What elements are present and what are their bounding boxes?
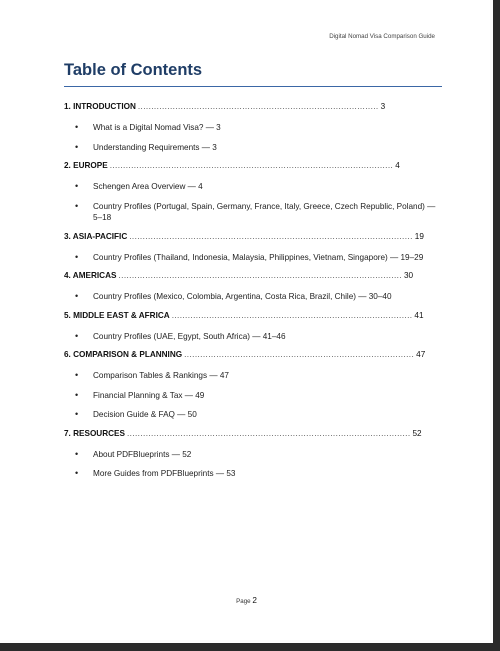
toc-page-number: 52 [412, 428, 422, 438]
toc-subsection-item[interactable] [64, 409, 444, 421]
running-header: Digital Nomad Visa Comparison Guide [329, 33, 435, 40]
bullet-icon: • [75, 389, 79, 400]
toc-subsection-label: Financial Planning & Tax — 49 [93, 390, 205, 400]
toc-entry[interactable] [64, 269, 444, 283]
toc-subsection-list [64, 291, 444, 303]
bullet-icon: • [75, 409, 79, 419]
toc-entry[interactable] [64, 230, 444, 244]
toc-subsection-label: Decision Guide & FAQ — 50 [93, 410, 197, 419]
title-divider [64, 86, 442, 87]
bullet-icon: • [75, 181, 79, 191]
toc-subsection-item[interactable] [64, 291, 444, 303]
toc-entry[interactable] [64, 348, 444, 362]
page-label: Page [236, 598, 251, 605]
page-footer [0, 596, 493, 605]
toc-subsection-label: About PDFBlueprints — 52 [93, 449, 192, 459]
toc-subsection-label: Schengen Area Overview — 4 [93, 182, 203, 191]
page-shadow-right [493, 0, 500, 651]
toc-leader-dots: .......................................................................................................... [118, 271, 402, 280]
toc-entry[interactable] [64, 100, 444, 114]
toc-section [64, 230, 444, 264]
toc-subsection-list [64, 252, 444, 264]
toc-section [64, 309, 444, 343]
page-title: Table of Contents [64, 61, 203, 79]
toc-subsection-item[interactable] [64, 390, 444, 402]
toc-entry[interactable] [64, 427, 444, 441]
toc-subsection-label: Country Profiles (Portugal, Spain, Germany, France, Italy, Greece, Czech Republic, Poland) — 5–18 [93, 201, 436, 222]
toc-subsection-label: Country Profiles (UAE, Egypt, South Africa) — 41–46 [93, 331, 286, 341]
toc-section-title: 1. INTRODUCTION [64, 102, 136, 111]
toc-subsection-label: Understanding Requirements — 3 [93, 142, 217, 152]
toc-subsection-label: Country Profiles (Mexico, Colombia, Argentina, Costa Rica, Brazil, Chile) — 30–40 [93, 292, 392, 301]
toc-entry[interactable] [64, 309, 444, 323]
toc-subsection-item[interactable] [64, 331, 444, 343]
toc-page-number: 30 [404, 271, 414, 280]
toc-subsection-list [64, 181, 444, 224]
bullet-icon: • [75, 330, 79, 341]
toc-page-number: 4 [395, 161, 400, 170]
bullet-icon: • [75, 200, 79, 211]
toc-entry[interactable] [64, 159, 444, 173]
toc-subsection-label: Comparison Tables & Rankings — 47 [93, 371, 229, 380]
toc-section [64, 100, 444, 153]
toc-subsection-list [64, 370, 444, 421]
toc-leader-dots: .......................................................................................... [171, 310, 413, 320]
toc-section-title: 6. COMPARISON & PLANNING [64, 350, 183, 359]
toc-section [64, 269, 444, 303]
toc-section [64, 159, 444, 224]
toc-section-title: 4. AMERICAS [64, 271, 117, 280]
toc-section-title: 7. RESOURCES [64, 428, 125, 438]
toc-leader-dots: .......................................................................................... [137, 102, 379, 111]
bullet-icon: • [75, 291, 79, 301]
toc-subsection-item[interactable] [64, 252, 444, 264]
toc-section-title: 3. ASIA-PACIFIC [64, 231, 128, 241]
toc-subsection-item[interactable] [64, 449, 444, 461]
table-of-contents [64, 100, 444, 486]
bullet-icon: • [75, 122, 79, 132]
bullet-icon: • [75, 448, 79, 459]
toc-subsection-label: Country Profiles (Thailand, Indonesia, Malaysia, Philippines, Vietnam, Singapore) — 19–29 [93, 252, 424, 262]
page-shadow-bottom [0, 643, 500, 651]
toc-subsection-label: What is a Digital Nomad Visa? — 3 [93, 123, 221, 132]
toc-section [64, 348, 444, 421]
toc-leader-dots: .......................................................................................................... [129, 231, 413, 241]
toc-section [64, 427, 444, 480]
toc-leader-dots: .......................................................................................................... [126, 428, 411, 438]
toc-subsection-list [64, 331, 444, 343]
toc-subsection-item[interactable] [64, 122, 444, 134]
bullet-icon: • [75, 468, 79, 478]
toc-page-number: 41 [414, 310, 424, 320]
toc-page-number: 47 [416, 350, 426, 359]
toc-section-title: 5. MIDDLE EAST & AFRICA [64, 310, 170, 320]
toc-subsection-list [64, 449, 444, 480]
toc-subsection-item[interactable] [64, 201, 444, 224]
toc-leader-dots: .......................................................................................................... [109, 161, 394, 170]
toc-subsection-label: More Guides from PDFBlueprints — 53 [93, 469, 236, 478]
toc-subsection-item[interactable] [64, 468, 444, 480]
toc-leader-dots: ...................................................................................... [184, 350, 415, 359]
bullet-icon: • [75, 370, 79, 380]
toc-subsection-item[interactable] [64, 181, 444, 193]
bullet-icon: • [75, 141, 79, 152]
toc-subsection-list [64, 122, 444, 153]
bullet-icon: • [75, 251, 79, 262]
toc-subsection-item[interactable] [64, 142, 444, 154]
toc-subsection-item[interactable] [64, 370, 444, 382]
toc-page-number: 3 [380, 102, 386, 111]
toc-section-title: 2. EUROPE [64, 161, 108, 170]
toc-page-number: 19 [414, 231, 424, 241]
page-number: 2 [252, 596, 257, 605]
